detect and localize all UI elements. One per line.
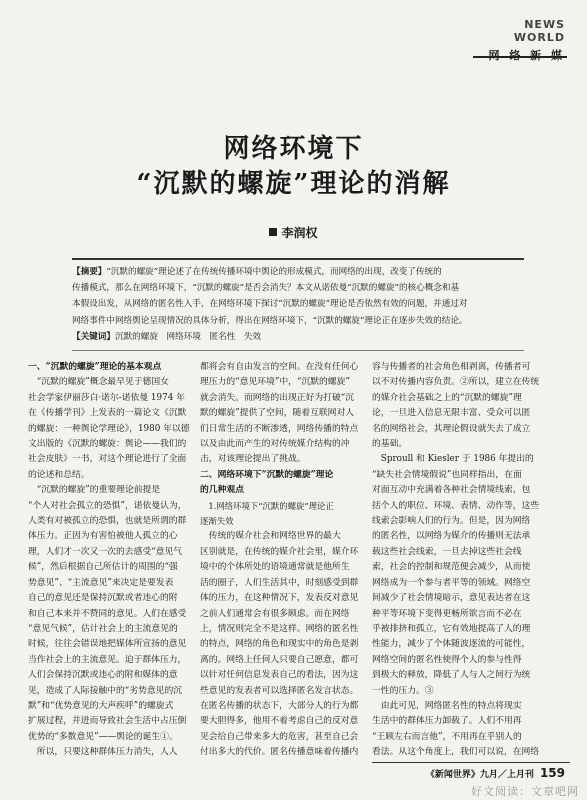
body-line: 所以，只要这种群体压力消失，人人 <box>28 747 178 758</box>
header-rule <box>473 56 567 58</box>
body-line: 离的。网络上任何人只要自己愿意，都可 <box>200 654 359 665</box>
body-line: 到极大的释放，降低了人与人之间行为统 <box>372 670 531 681</box>
body-line: “沉默的螺旋”的重要理论前提是 <box>28 485 161 496</box>
section-heading: 的几种观点 <box>200 485 244 496</box>
body-line: 种平等环境下变得更畅所欲言而不必在 <box>372 608 522 619</box>
body-line: 社会学家伊丽莎白·诺尔-诺依曼 1974 年 <box>28 392 185 403</box>
body-line: 1.网络环境下“沉默的螺旋”理论正 <box>200 500 334 511</box>
body-line: 名的网络社会，其理论假设就失去了成立 <box>372 423 531 434</box>
section-heading: 二、网络环境下“沉默的螺旋”理论 <box>200 469 334 480</box>
body-line: 活的圈子，人们生活其中，时刻感受到群 <box>200 577 359 588</box>
footer-rule <box>372 762 570 763</box>
body-line: 论，一旦进入信息无限丰富、受众可以匿 <box>372 408 531 419</box>
abstract-line: 【摘要】“沉默的螺旋”理论述了在传统传播环境中舆论的形成模式，而网络的出现，改变了传统的 <box>72 267 442 277</box>
body-line: 的螺旋：一种舆论学理论》，1980 年以德 <box>28 423 190 434</box>
abstract-line: 网络事件中网络舆论呈现情况的具体分析，得出在网络环境下，“沉默的螺旋”理论正在逐步失效的结论。 <box>72 315 468 326</box>
body-line: 时候，往往会错误地把媒体所宣扬的意见 <box>28 639 187 650</box>
body-line: 体的压力，在这种情况下，发表反对意见 <box>200 593 359 604</box>
abstract-line: 传播模式，那么在网络环境下，“沉默的螺旋”是否会消失？本文从诺依曼“沉默的螺旋”的核心概念和基 <box>72 283 460 294</box>
body-line: 人类有对被孤立的恐惧，也就是所谓的群 <box>28 516 187 527</box>
body-line: 在匿名传播的状态下，大部分人的行为都 <box>200 700 359 711</box>
body-line: 默”和“优势意见的大声疾呼”的螺旋式 <box>28 700 174 711</box>
body-line: 体压力。正因为有害怕被他人孤立的心 <box>28 531 178 542</box>
keywords: 沉默的螺旋 网络环境 匿名性 失效 <box>114 331 262 342</box>
journal-name: 《新闻世界》九月／上月刊 <box>425 770 534 780</box>
body-line: 区别就是，在传统的媒介社会里，媒介环 <box>200 546 359 557</box>
body-line: 传统的媒介社会和网络世界的最大 <box>200 531 341 542</box>
body-line: 由此可见，网络匿名性的特点将现实 <box>372 700 522 711</box>
body-line: 索，社会的控制和规范便会减少，从而使 <box>372 562 531 573</box>
article-title-line2: “沉默的螺旋”理论的消解 <box>136 169 451 199</box>
author-name: 李润权 <box>281 226 318 240</box>
body-line: 见，造成了人际接触中的“劣势意见的沉 <box>28 685 183 696</box>
body-line: 优势的“多数意见”——舆论的诞生①。 <box>28 731 178 742</box>
body-line: 人们会保持沉默或违心的附和媒体的意 <box>28 670 178 681</box>
body-line: 生活中的群体压力卸载了。人们不用再 <box>372 716 522 727</box>
body-line: 间减少了社会情境暗示，意见表达者在这 <box>372 593 531 604</box>
body-line: 对面互动中充满着各种社会情境线索，包 <box>372 485 531 496</box>
body-line: 乎被排挤和孤立，它有效地提高了人的理 <box>372 623 531 634</box>
body-line: “个人对社会孤立的恐惧”，诺依曼认为， <box>28 500 187 511</box>
keywords-label: 【关键词】 <box>72 331 115 342</box>
body-line: 理，人们才一次又一次的去感受“意见气 <box>28 546 183 557</box>
abstract-box <box>72 258 524 351</box>
body-line: 容与传播者的社会角色相剥离，传播者可 <box>372 362 531 372</box>
body-line: 势意见”、“主流意见”来决定是要发表 <box>28 577 174 588</box>
body-line: 的论述和总结。 <box>28 469 90 480</box>
body-line: 候”，然后根据自己所估计的周围的“强 <box>28 562 178 573</box>
body-line: 上，情况则完全不是这样。网络的匿名性 <box>200 623 359 634</box>
body-line: 的媒介社会基础之上的“沉默的螺旋”理 <box>372 392 522 403</box>
body-line: 们日常生活的不断渗透，网络传播的特点 <box>200 423 359 434</box>
body-line: 击，对该理论提出了挑战。 <box>200 454 306 465</box>
author-line <box>0 224 587 241</box>
body-line: 以针对任何信息发表自己的看法，因为这 <box>200 670 359 681</box>
body-line: 文出版的《沉默的螺旋：舆论——我们的 <box>28 439 187 450</box>
page-footer <box>426 766 565 780</box>
body-line: 和自己本来并不赞同的意见。人们在感受 <box>28 608 187 619</box>
body-line: 的基础。 <box>372 439 408 450</box>
body-line: 括个人的职位、环境、表情、动作等，这些 <box>372 500 540 511</box>
body-line: 载这些社会线索，一旦去掉这些社会线 <box>372 546 522 557</box>
body-line: 自己的意见还是保持沉默或者违心的附 <box>28 593 178 604</box>
body-column-2 <box>200 360 360 761</box>
article-title-line1: 网络环境下 <box>223 134 364 164</box>
keywords-line <box>72 329 524 345</box>
section-heading: 一、“沉默的螺旋”理论的基本观点 <box>28 362 162 372</box>
body-line: 默的螺旋”提供了空间，随着互联网对人 <box>200 408 355 419</box>
body-line: 付出多大的代价。匿名传播意味着传播内 <box>200 747 359 758</box>
body-line: 在《传播学刊》上发表的一篇论文《沉默 <box>28 408 187 419</box>
body-line: 扩展过程，并进而导致社会生活中占压倒 <box>28 716 187 727</box>
body-line: “缺失社会情境假说”也同样指出，在面 <box>372 469 522 480</box>
section-header-cn <box>475 47 565 63</box>
body-column-3 <box>372 360 556 761</box>
abstract-label: 【摘要】 <box>72 267 107 277</box>
body-line: “王顾左右而言他”，不用再在乎别人的 <box>372 731 522 742</box>
body-column-1 <box>28 360 188 761</box>
body-line: 一性的压力。③ <box>372 685 434 696</box>
body-line: 境中的个体所处的语境通常就是他所生 <box>200 562 350 573</box>
body-line: “意见气候”，估计社会上的主流意见的 <box>28 623 178 634</box>
body-line: 当作社会上的主流意见。迫于群体压力， <box>28 654 187 665</box>
body-line: 之前人们通常会有很多顾虑。而在网络 <box>200 608 350 619</box>
body-line: 性能力，减少了个体随波逐流的可能性， <box>372 639 531 650</box>
body-line: 网络空间的匿名性使得个人的参与性得 <box>372 654 522 665</box>
body-line: 逐渐失效 <box>200 516 234 527</box>
body-line: 的匿名性，以网络为媒介的传播则无法承 <box>372 531 531 542</box>
body-line: 些意见的发表者可以选择匿名发言状态。 <box>200 685 359 696</box>
body-line: 以及由此而产生的对传统媒介结构的冲 <box>200 439 350 450</box>
body-line: Sproull 和 Kiesler 于 1986 年提出的 <box>372 454 534 465</box>
body-line: 社会皮肤》一书，对这个理论进行了全面 <box>28 454 187 465</box>
section-header-en: NEWS WORLD <box>513 18 565 44</box>
body-line: 就会消失。而网络的出现正好为打破“沉 <box>200 392 355 403</box>
body-line: “沉默的螺旋”概念最早见于德国女 <box>28 377 169 388</box>
page-number: 159 <box>539 766 565 780</box>
body-line: 理压力的“意见环境”中，“沉默的螺旋” <box>200 377 350 388</box>
body-line: 看法。从这个角度上，我们可以说，在网络 <box>372 747 540 758</box>
body-line: 网络成为一个参与者平等的领域。网络空 <box>372 577 531 588</box>
author-marker-icon <box>269 228 277 236</box>
abstract-line: 本假设出发，从网络的匿名性入手，在网络环境下探讨“沉默的螺旋”理论是否依然有效的问题，并通过对 <box>72 299 468 310</box>
body-line: 要大胆得多，他用不着考虑自己的反对意 <box>200 716 359 727</box>
body-line: 见会给自己带来多大的危害，甚至自己会 <box>200 731 359 742</box>
watermark: 好文阅读：文章吧网 <box>471 785 579 798</box>
body-line: 线索会影响人们的行为。但是，因为网络 <box>372 516 531 527</box>
body-line: 都将会有自由发言的空间。在没有任何心 <box>200 362 359 372</box>
body-line: 以不对传播内容负责。②所以，建立在传统 <box>372 377 540 388</box>
body-line: 的特点，网络的角色和现实中的角色是剥 <box>200 639 359 650</box>
